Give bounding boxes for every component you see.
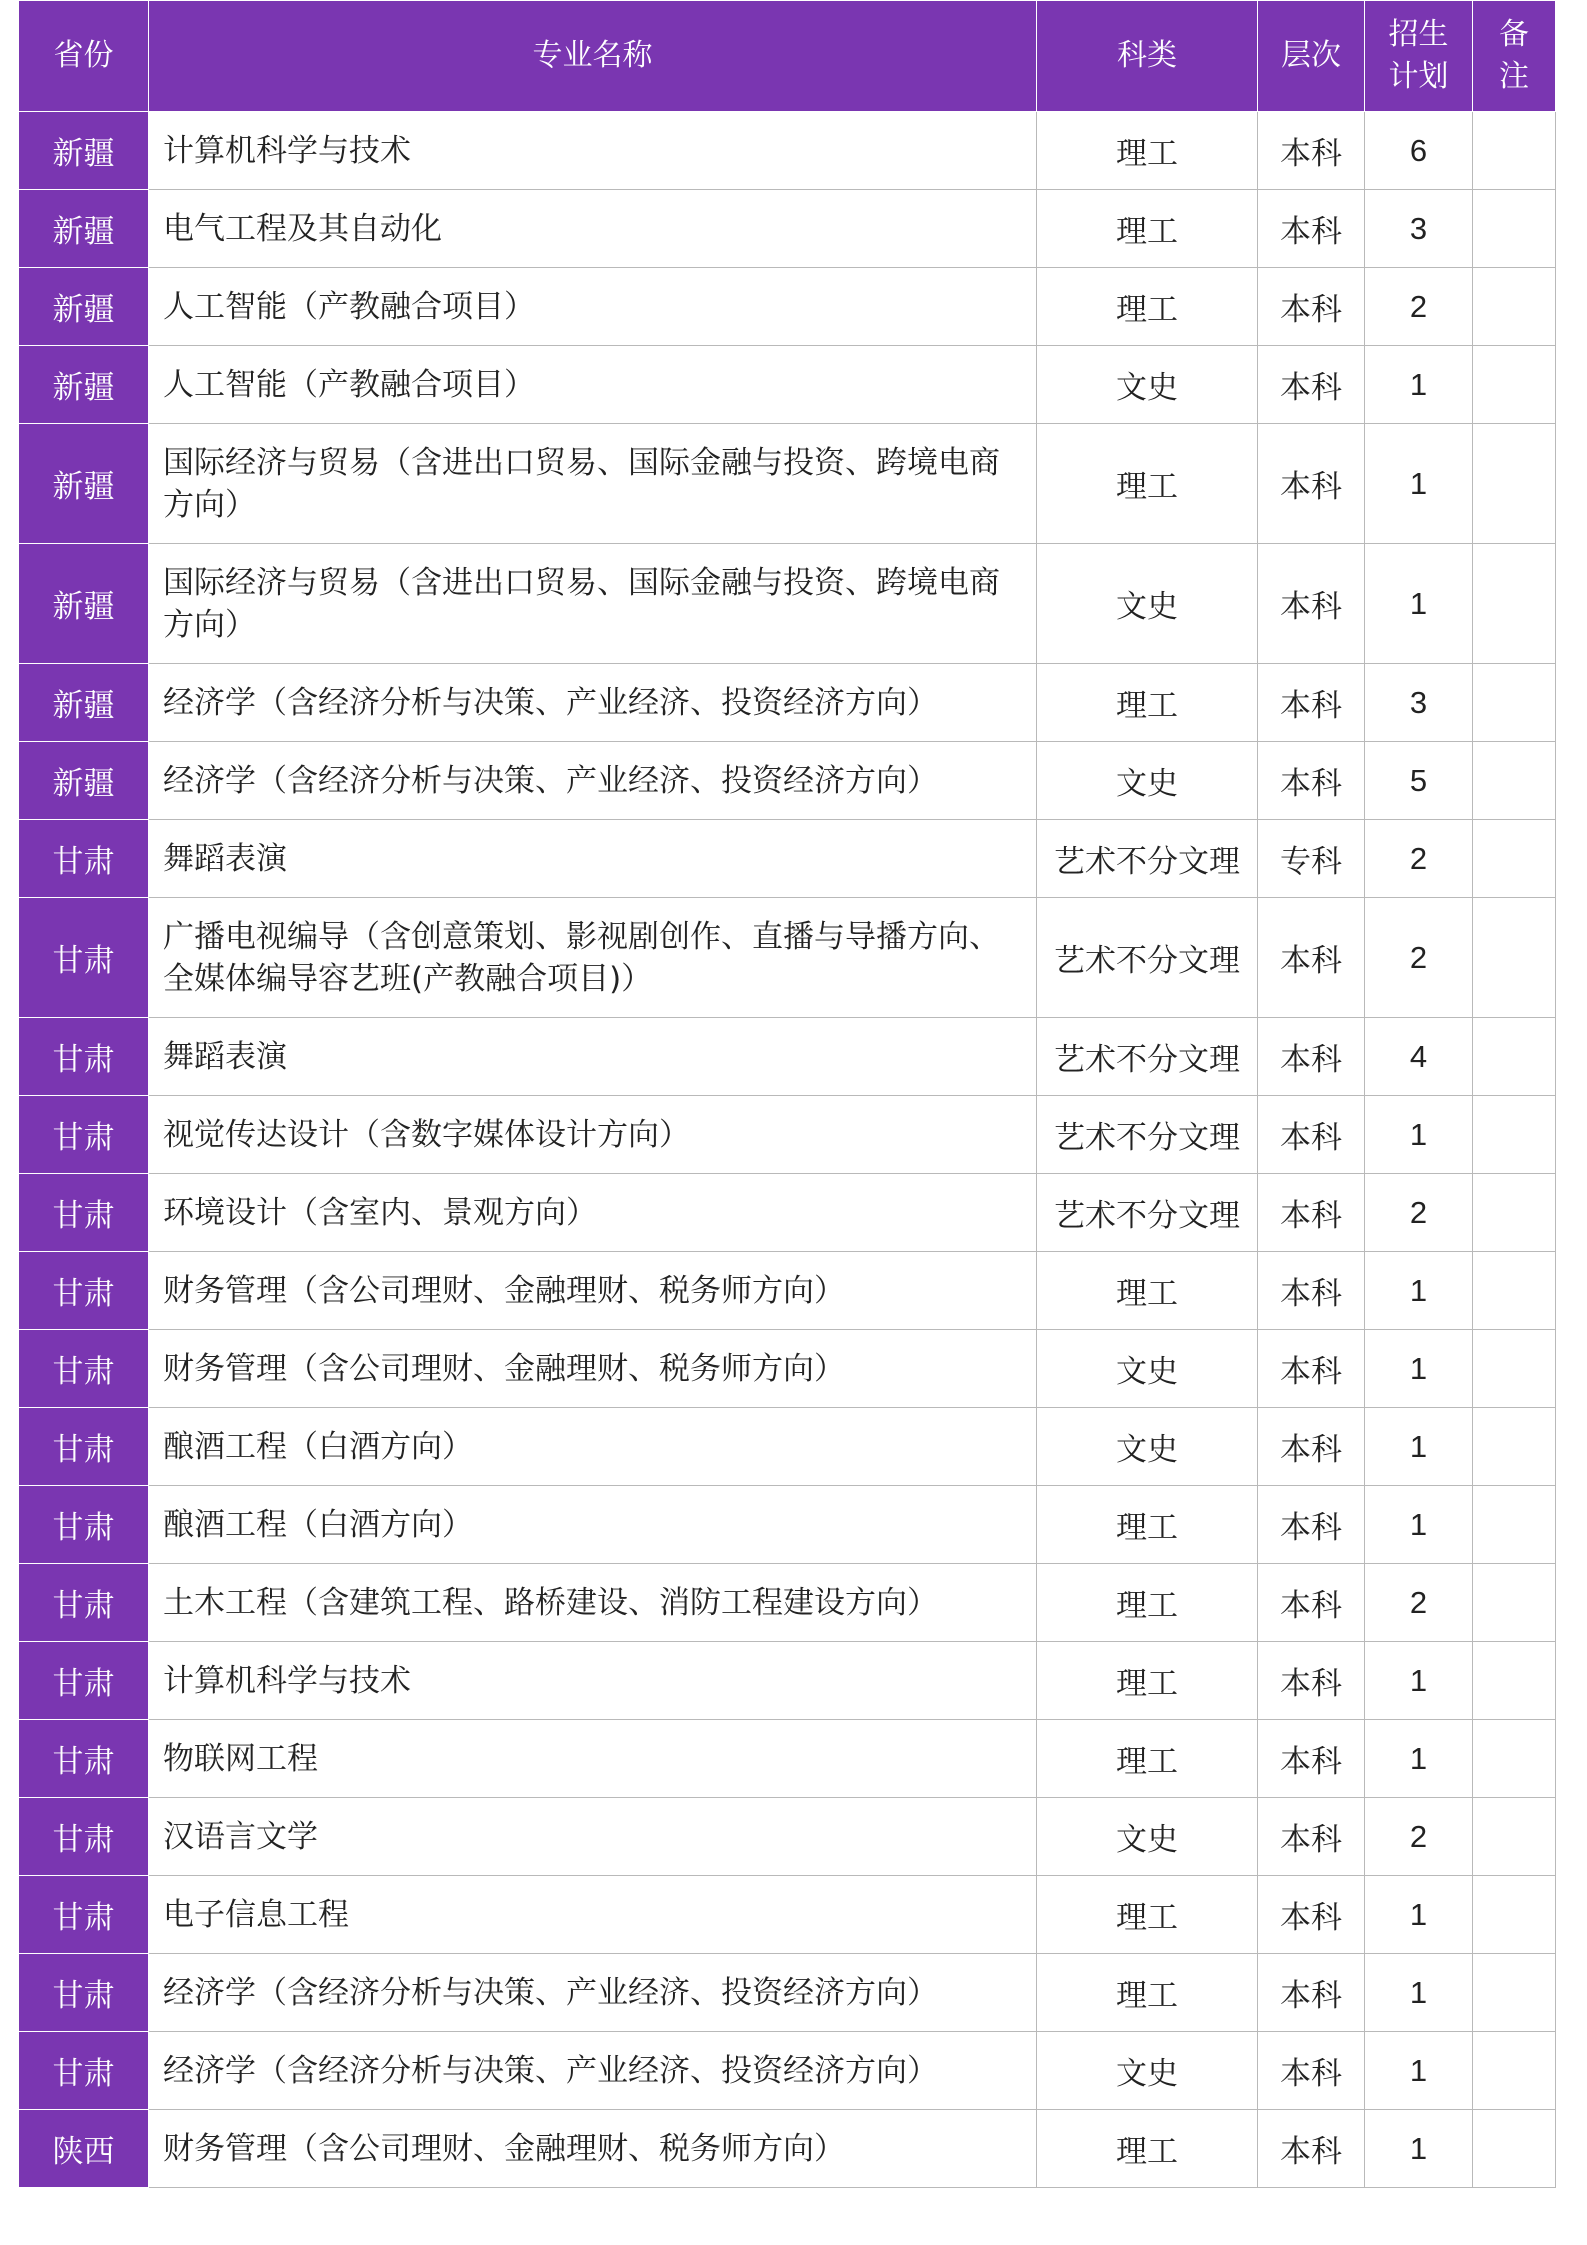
plan-cell: 1 [1365, 1096, 1473, 1174]
header-plan-line1: 招生 [1388, 17, 1449, 52]
province-cell: 新疆 [19, 424, 149, 544]
level-cell: 本科 [1258, 1252, 1365, 1330]
plan-cell: 2 [1365, 1798, 1473, 1876]
plan-cell: 1 [1365, 1330, 1473, 1408]
province-cell: 甘肃 [19, 898, 149, 1018]
level-cell: 本科 [1258, 1876, 1365, 1954]
level-cell: 本科 [1258, 2110, 1365, 2188]
table-row [19, 1642, 1556, 1720]
note-cell [1473, 112, 1556, 190]
note-cell [1473, 1954, 1556, 2032]
province-cell: 新疆 [19, 190, 149, 268]
table-row [19, 1330, 1556, 1408]
major-cell: 酿酒工程（白酒方向） [149, 1486, 1037, 1564]
level-cell: 本科 [1258, 2032, 1365, 2110]
level-cell: 本科 [1258, 1564, 1365, 1642]
plan-cell: 1 [1365, 2110, 1473, 2188]
major-cell: 财务管理（含公司理财、金融理财、税务师方向） [149, 2110, 1037, 2188]
category-cell: 理工 [1037, 1876, 1258, 1954]
table-row [19, 664, 1556, 742]
category-cell: 艺术不分文理 [1037, 1018, 1258, 1096]
major-cell: 财务管理（含公司理财、金融理财、税务师方向） [149, 1252, 1037, 1330]
table-row [19, 1408, 1556, 1486]
table-row [19, 424, 1556, 544]
plan-cell: 1 [1365, 544, 1473, 664]
table-row [19, 1096, 1556, 1174]
province-cell: 新疆 [19, 742, 149, 820]
category-cell: 艺术不分文理 [1037, 898, 1258, 1018]
plan-cell: 2 [1365, 1564, 1473, 1642]
plan-cell: 1 [1365, 1408, 1473, 1486]
category-cell: 理工 [1037, 1252, 1258, 1330]
province-cell: 甘肃 [19, 1486, 149, 1564]
level-cell: 本科 [1258, 112, 1365, 190]
table-row [19, 1174, 1556, 1252]
category-cell: 文史 [1037, 1408, 1258, 1486]
major-cell: 财务管理（含公司理财、金融理财、税务师方向） [149, 1330, 1037, 1408]
level-cell: 本科 [1258, 268, 1365, 346]
note-cell [1473, 742, 1556, 820]
category-cell: 文史 [1037, 2032, 1258, 2110]
major-cell: 物联网工程 [149, 1720, 1037, 1798]
major-cell: 计算机科学与技术 [149, 1642, 1037, 1720]
province-cell: 新疆 [19, 544, 149, 664]
category-cell: 理工 [1037, 424, 1258, 544]
category-cell: 文史 [1037, 544, 1258, 664]
note-cell [1473, 190, 1556, 268]
table-row [19, 1720, 1556, 1798]
plan-cell: 5 [1365, 742, 1473, 820]
level-cell: 本科 [1258, 1408, 1365, 1486]
major-cell: 计算机科学与技术 [149, 112, 1037, 190]
note-cell [1473, 1720, 1556, 1798]
category-cell: 文史 [1037, 346, 1258, 424]
category-cell: 理工 [1037, 1564, 1258, 1642]
category-cell: 理工 [1037, 664, 1258, 742]
level-cell: 专科 [1258, 820, 1365, 898]
province-cell: 新疆 [19, 346, 149, 424]
level-cell: 本科 [1258, 1174, 1365, 1252]
category-cell: 艺术不分文理 [1037, 820, 1258, 898]
note-cell [1473, 268, 1556, 346]
table-row [19, 2110, 1556, 2188]
level-cell: 本科 [1258, 1018, 1365, 1096]
header-major: 专业名称 [149, 1, 1037, 112]
level-cell: 本科 [1258, 664, 1365, 742]
level-cell: 本科 [1258, 898, 1365, 1018]
category-cell: 文史 [1037, 742, 1258, 820]
level-cell: 本科 [1258, 1642, 1365, 1720]
category-cell: 艺术不分文理 [1037, 1096, 1258, 1174]
province-cell: 甘肃 [19, 1876, 149, 1954]
province-cell: 甘肃 [19, 1330, 149, 1408]
note-cell [1473, 1174, 1556, 1252]
major-cell: 人工智能（产教融合项目） [149, 346, 1037, 424]
province-cell: 甘肃 [19, 1018, 149, 1096]
plan-cell: 1 [1365, 346, 1473, 424]
major-cell: 国际经济与贸易（含进出口贸易、国际金融与投资、跨境电商方向） [149, 544, 1037, 664]
plan-cell: 1 [1365, 424, 1473, 544]
note-cell [1473, 1330, 1556, 1408]
note-cell [1473, 2032, 1556, 2110]
header-category: 科类 [1037, 1, 1258, 112]
table-row [19, 190, 1556, 268]
plan-cell: 1 [1365, 1252, 1473, 1330]
province-cell: 甘肃 [19, 1096, 149, 1174]
table-body [19, 112, 1556, 2188]
province-cell: 甘肃 [19, 1954, 149, 2032]
province-cell: 新疆 [19, 664, 149, 742]
table-row [19, 742, 1556, 820]
level-cell: 本科 [1258, 424, 1365, 544]
province-cell: 甘肃 [19, 2032, 149, 2110]
province-cell: 甘肃 [19, 820, 149, 898]
major-cell: 电子信息工程 [149, 1876, 1037, 1954]
category-cell: 理工 [1037, 1642, 1258, 1720]
table-row [19, 1486, 1556, 1564]
province-cell: 甘肃 [19, 1642, 149, 1720]
header-level: 层次 [1258, 1, 1365, 112]
table-row [19, 1954, 1556, 2032]
note-cell [1473, 898, 1556, 1018]
note-cell [1473, 2110, 1556, 2188]
major-cell: 国际经济与贸易（含进出口贸易、国际金融与投资、跨境电商方向） [149, 424, 1037, 544]
note-cell [1473, 1252, 1556, 1330]
level-cell: 本科 [1258, 1798, 1365, 1876]
table-header [19, 1, 1556, 112]
plan-cell: 2 [1365, 268, 1473, 346]
level-cell: 本科 [1258, 1720, 1365, 1798]
table-row [19, 2032, 1556, 2110]
plan-cell: 1 [1365, 1720, 1473, 1798]
table-row [19, 1564, 1556, 1642]
plan-cell: 2 [1365, 820, 1473, 898]
plan-cell: 4 [1365, 1018, 1473, 1096]
note-cell [1473, 1564, 1556, 1642]
level-cell: 本科 [1258, 1486, 1365, 1564]
header-note [1473, 1, 1556, 112]
level-cell: 本科 [1258, 346, 1365, 424]
header-plan [1365, 1, 1473, 112]
table-row [19, 1798, 1556, 1876]
province-cell: 甘肃 [19, 1564, 149, 1642]
major-cell: 经济学（含经济分析与决策、产业经济、投资经济方向） [149, 664, 1037, 742]
note-cell [1473, 1642, 1556, 1720]
level-cell: 本科 [1258, 1954, 1365, 2032]
level-cell: 本科 [1258, 190, 1365, 268]
table-row [19, 898, 1556, 1018]
level-cell: 本科 [1258, 1330, 1365, 1408]
note-cell [1473, 544, 1556, 664]
category-cell: 文史 [1037, 1798, 1258, 1876]
header-plan-line2: 计划 [1388, 59, 1449, 94]
plan-cell: 1 [1365, 2032, 1473, 2110]
table-row [19, 1876, 1556, 1954]
note-cell [1473, 1408, 1556, 1486]
note-cell [1473, 820, 1556, 898]
category-cell: 艺术不分文理 [1037, 1174, 1258, 1252]
major-cell: 汉语言文学 [149, 1798, 1037, 1876]
plan-cell: 1 [1365, 1486, 1473, 1564]
plan-cell: 1 [1365, 1954, 1473, 2032]
plan-cell: 1 [1365, 1876, 1473, 1954]
note-cell [1473, 1798, 1556, 1876]
note-cell [1473, 1096, 1556, 1174]
major-cell: 舞蹈表演 [149, 820, 1037, 898]
enrollment-plan-sheet [18, 0, 1555, 2188]
province-cell: 甘肃 [19, 1408, 149, 1486]
table-row [19, 268, 1556, 346]
plan-cell: 2 [1365, 898, 1473, 1018]
category-cell: 理工 [1037, 190, 1258, 268]
header-note-line2: 注 [1499, 59, 1529, 94]
enrollment-plan-table [18, 0, 1556, 2188]
table-row [19, 544, 1556, 664]
category-cell: 理工 [1037, 2110, 1258, 2188]
level-cell: 本科 [1258, 544, 1365, 664]
category-cell: 理工 [1037, 112, 1258, 190]
level-cell: 本科 [1258, 1096, 1365, 1174]
note-cell [1473, 1876, 1556, 1954]
plan-cell: 1 [1365, 1642, 1473, 1720]
major-cell: 经济学（含经济分析与决策、产业经济、投资经济方向） [149, 742, 1037, 820]
major-cell: 经济学（含经济分析与决策、产业经济、投资经济方向） [149, 2032, 1037, 2110]
major-cell: 电气工程及其自动化 [149, 190, 1037, 268]
note-cell [1473, 346, 1556, 424]
major-cell: 人工智能（产教融合项目） [149, 268, 1037, 346]
province-cell: 甘肃 [19, 1174, 149, 1252]
table-row [19, 820, 1556, 898]
major-cell: 环境设计（含室内、景观方向） [149, 1174, 1037, 1252]
table-row [19, 112, 1556, 190]
major-cell: 土木工程（含建筑工程、路桥建设、消防工程建设方向） [149, 1564, 1037, 1642]
plan-cell: 3 [1365, 190, 1473, 268]
major-cell: 舞蹈表演 [149, 1018, 1037, 1096]
province-cell: 甘肃 [19, 1252, 149, 1330]
category-cell: 理工 [1037, 1720, 1258, 1798]
header-note-line1: 备 [1499, 17, 1529, 52]
note-cell [1473, 664, 1556, 742]
category-cell: 理工 [1037, 1486, 1258, 1564]
province-cell: 甘肃 [19, 1720, 149, 1798]
note-cell [1473, 1018, 1556, 1096]
category-cell: 文史 [1037, 1330, 1258, 1408]
province-cell: 甘肃 [19, 1798, 149, 1876]
major-cell: 经济学（含经济分析与决策、产业经济、投资经济方向） [149, 1954, 1037, 2032]
category-cell: 理工 [1037, 268, 1258, 346]
plan-cell: 6 [1365, 112, 1473, 190]
header-province: 省份 [19, 1, 149, 112]
note-cell [1473, 1486, 1556, 1564]
table-row [19, 346, 1556, 424]
table-row [19, 1252, 1556, 1330]
table-row [19, 1018, 1556, 1096]
plan-cell: 2 [1365, 1174, 1473, 1252]
major-cell: 酿酒工程（白酒方向） [149, 1408, 1037, 1486]
province-cell: 陕西 [19, 2110, 149, 2188]
province-cell: 新疆 [19, 268, 149, 346]
header-row [19, 1, 1556, 112]
category-cell: 理工 [1037, 1954, 1258, 2032]
major-cell: 广播电视编导（含创意策划、影视剧创作、直播与导播方向、全媒体编导容艺班(产教融合项目)） [149, 898, 1037, 1018]
major-cell: 视觉传达设计（含数字媒体设计方向） [149, 1096, 1037, 1174]
level-cell: 本科 [1258, 742, 1365, 820]
note-cell [1473, 424, 1556, 544]
province-cell: 新疆 [19, 112, 149, 190]
plan-cell: 3 [1365, 664, 1473, 742]
